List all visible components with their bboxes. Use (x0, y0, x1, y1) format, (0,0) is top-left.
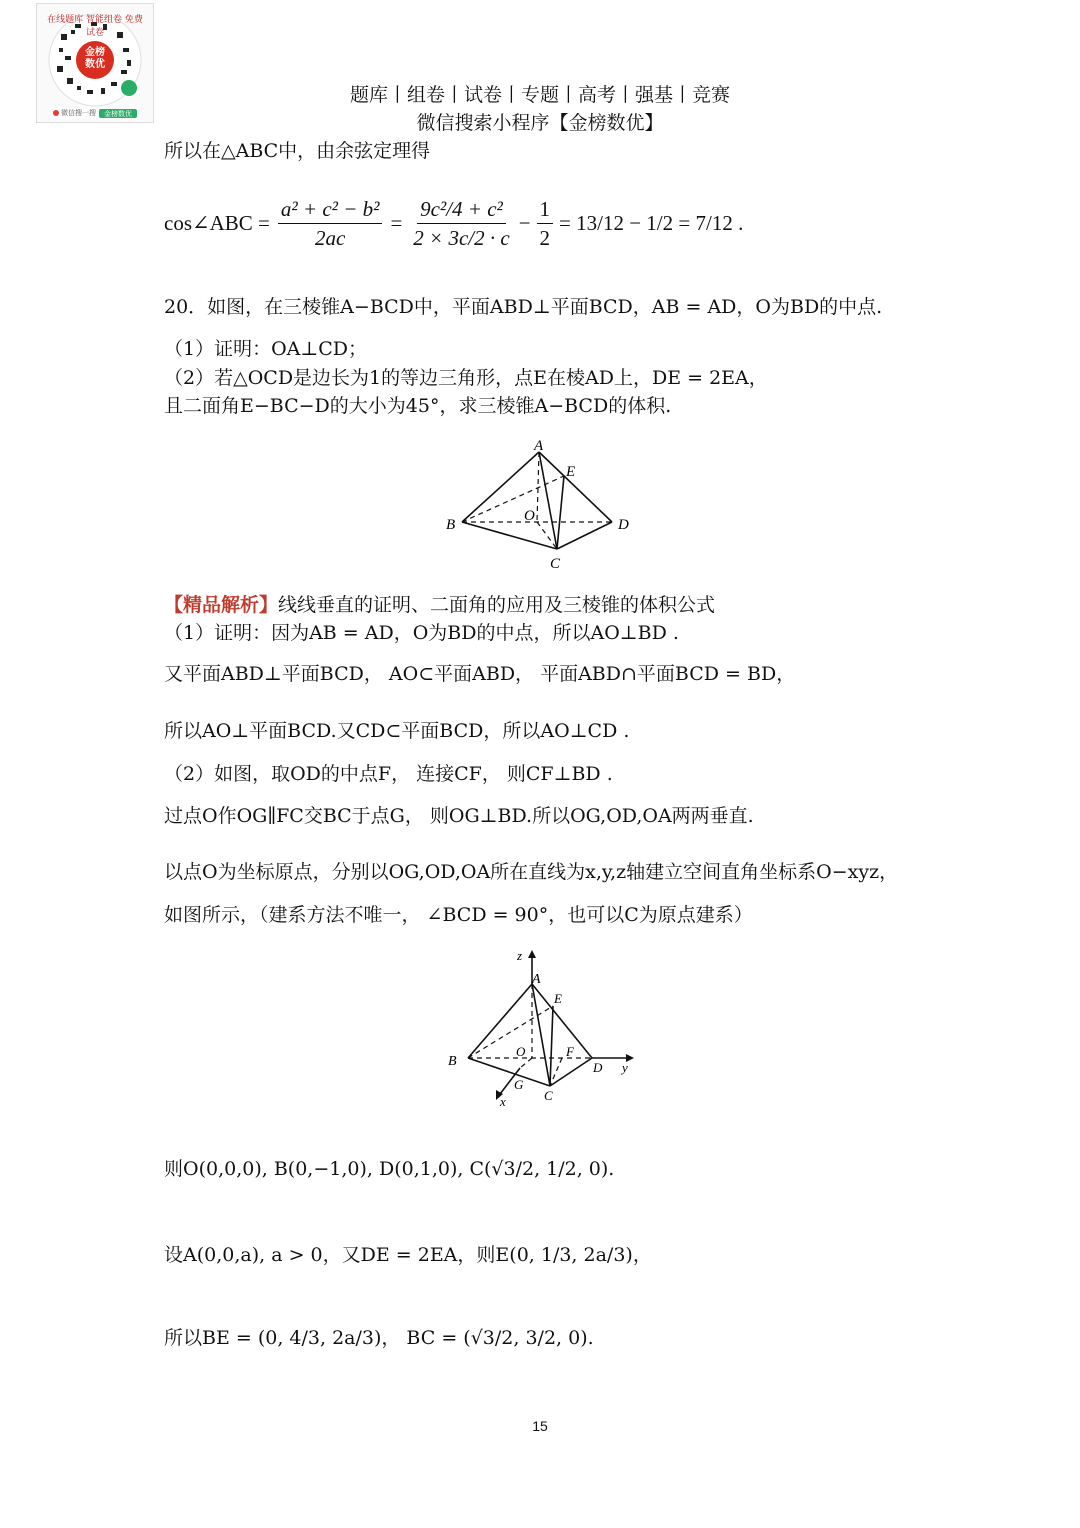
cosine-formula (164, 170, 743, 276)
solution-line-7: 如图所示，（建系方法不唯一， ∠BCD = 90°，也可以C为原点建系） (164, 904, 753, 926)
formula-tail: = 13/12 − 1/2 = 7/12 . (559, 210, 744, 235)
fig2-label-x: x (500, 1094, 506, 1108)
solution-line-2: 又平面ABD⊥平面BCD， AO⊂平面ABD， 平面ABD∩平面BCD = BD， (164, 663, 796, 685)
q20-stem: 20．如图，在三棱锥A−BCD中，平面ABD⊥平面BCD，AB = AD，O为BD的中点. (164, 296, 883, 318)
fig2-label-G: G (514, 1077, 524, 1092)
intro-text: 所以在△ABC中，由余弦定理得 (164, 140, 431, 162)
fig2-label-C: C (544, 1088, 553, 1103)
header-nav: 题库丨组卷丨试卷丨专题丨高考丨强基丨竞赛 (349, 84, 730, 106)
fig1-label-B: B (446, 517, 456, 533)
fig1-label-O: O (524, 508, 535, 524)
fig2-label-y: y (622, 1060, 628, 1075)
solution-line-10: 所以BE = (0, 4/3, 2a/3)， BC = (√3/2, 3/2, 0). (164, 1327, 594, 1349)
qr-search-button[interactable]: 金榜数优 (104, 110, 132, 118)
fig1-label-C: C (550, 556, 561, 572)
formula-frac-1 (278, 195, 383, 252)
formula-eq: = (390, 210, 403, 235)
coordinate-figure (440, 946, 640, 1108)
fig2-label-D: D (593, 1060, 603, 1075)
formula-lhs: cos∠ABC = (164, 210, 270, 235)
page-number: 15 (532, 1418, 548, 1434)
formula-half: $\frac{1}{2}$ (537, 195, 554, 252)
qr-caption: 在线题库 智能组卷 免费试卷 (47, 15, 143, 38)
solution-line-9: 设A(0,0,a), a > 0，又DE = 2EA，则E(0, 1/3, 2a/3)， (164, 1244, 652, 1266)
solution-heading (164, 592, 715, 618)
fig1-label-A: A (534, 438, 544, 454)
solution-line-8: 则O(0,0,0), B(0,−1,0), D(0,1,0), C(√3/2, 1/2, 0). (164, 1158, 615, 1180)
tetrahedron-figure (440, 434, 640, 574)
formula-minus: − (518, 210, 531, 235)
solution-line-3: 所以AO⊥平面BCD.又CD⊂平面BCD，所以AO⊥CD . (164, 720, 630, 742)
fig2-label-E: E (554, 991, 562, 1006)
q20-part2: （2）若△OCD是边长为1的等边三角形，点E在棱AD上，DE = 2EA， (164, 367, 768, 389)
formula-num-2: 9c²/4 + c² (417, 195, 506, 224)
solution-line-5: 过点O作OG∥FC交BC于点G， 则OG⊥BD.所以OG,OD,OA两两垂直. (164, 805, 754, 827)
q20-part1: （1）证明：OA⊥CD； (164, 338, 368, 360)
q20-part3: 且二面角E−BC−D的大小为45°，求三棱锥A−BCD的体积. (164, 395, 672, 417)
formula-den-1: 2ac (314, 225, 346, 250)
fig2-label-O: O (516, 1044, 526, 1059)
fig1-label-D: D (618, 517, 629, 533)
fig1-label-E: E (566, 464, 576, 480)
qr-logo-text-1: 金榜 (85, 47, 105, 58)
fig2-label-A: A (532, 972, 541, 987)
formula-frac-2 (410, 195, 512, 252)
formula-den-2: 2 × 3c/2 · c (413, 225, 510, 250)
solution-line-1: （1）证明：因为AB = AD，O为BD的中点，所以AO⊥BD . (164, 622, 679, 644)
solution-line-6: 以点O为坐标原点，分别以OG,OD,OA所在直线为x,y,z轴建立空间直角坐标系O−xyz， (164, 861, 899, 883)
qr-search-label: 微信搜一搜 (61, 109, 96, 117)
qr-logo-text-2: 数优 (85, 59, 105, 70)
solution-topic: 线线垂直的证明、二面角的应用及三棱锥的体积公式 (278, 594, 716, 616)
fig2-label-z: z (517, 948, 523, 963)
fig2-label-F: F (566, 1044, 574, 1059)
solution-tag: 【精品解析】 (164, 594, 279, 616)
fig2-label-B: B (448, 1054, 457, 1069)
formula-num-1: a² + c² − b² (278, 195, 383, 224)
solution-line-4: （2）如图，取OD的中点F， 连接CF， 则CF⊥BD . (164, 763, 613, 785)
header-wechat: 微信搜索小程序【金榜数优】 (416, 112, 664, 134)
